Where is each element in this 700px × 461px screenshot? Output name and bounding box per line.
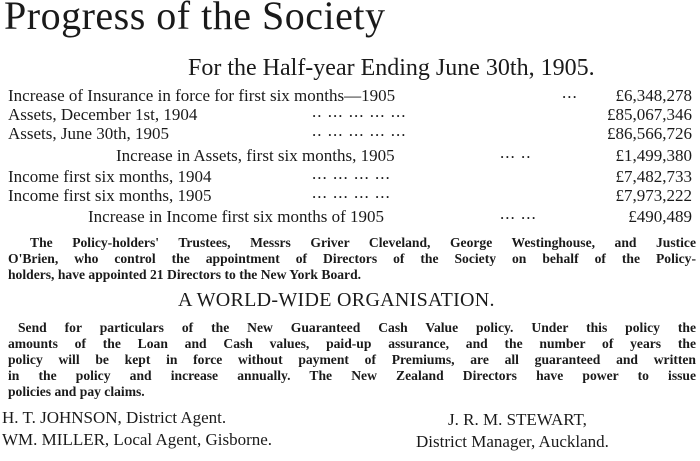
section-heading: A WORLD-WIDE ORGANISATION.	[178, 289, 495, 311]
row-label: Increase in Income first six months of 1905	[88, 207, 385, 226]
paragraph-line: The Policy-holders' Trustees, Messrs Griver Cleveland, George Westinghouse, and Justice	[30, 235, 696, 250]
manager-name: J. R. M. STEWART,	[448, 410, 587, 429]
row-label: Income first six months, 1904	[8, 167, 212, 186]
trustees-paragraph	[8, 235, 696, 283]
page-title: Progress of the Society	[4, 0, 386, 38]
row-dots: ...	[562, 83, 578, 102]
row-amount: £490,489	[628, 207, 692, 226]
paragraph-line: in the policy and increase annually. The New Zealand Directors have power to issue	[8, 368, 696, 383]
row-label: Income first six months, 1905	[8, 186, 212, 205]
policy-paragraph	[8, 320, 696, 400]
paragraph-line: Send for particulars of the New Guaranteed Cash Value policy. Under this policy the	[18, 320, 696, 335]
row-dots: .. ... ... ... ...	[312, 121, 407, 140]
paragraph-line: O'Brien, who control the appointment of Directors of the Society on behalf of the Policy-	[8, 251, 696, 266]
paragraph-line: policy will be kept in force without payment of Premiums, are all guaranteed and written	[8, 352, 696, 367]
row-dots: ... ...	[500, 204, 537, 223]
local-agent: WM. MILLER, Local Agent, Gisborne.	[2, 430, 273, 449]
paragraph-line: amounts of the Loan and Cash values, paid-up assurance, and the number of years the	[8, 336, 696, 351]
subtitle: For the Half-year Ending June 30th, 1905.	[188, 55, 595, 81]
row-label: Assets, December 1st, 1904	[8, 105, 198, 124]
district-agent: H. T. JOHNSON, District Agent.	[2, 408, 227, 427]
row-dots: ... ..	[500, 143, 532, 162]
row-label: Assets, June 30th, 1905	[8, 124, 170, 143]
table-row	[0, 185, 700, 207]
row-dots: ... ... ... ...	[312, 183, 391, 202]
paragraph-line: holders, have appointed 21 Directors to the New York Board.	[8, 267, 362, 282]
row-dots: ... ... ... ...	[312, 164, 391, 183]
row-amount: £6,348,278	[615, 86, 692, 105]
row-amount: £1,499,380	[615, 146, 692, 165]
row-amount: £7,973,222	[615, 186, 692, 205]
manager-title: District Manager, Auckland.	[416, 432, 609, 451]
table-row	[0, 206, 700, 228]
row-amount: £85,067,346	[607, 105, 692, 124]
row-label: Increase in Assets, first six months, 1905	[116, 146, 395, 165]
paragraph-line: policies and pay claims.	[8, 384, 145, 399]
row-amount: £7,482,733	[615, 167, 692, 186]
row-label: Increase of Insurance in force for first six months—1905	[8, 86, 396, 105]
row-dots: .. ... ... ... ...	[312, 102, 407, 121]
row-amount: £86,566,726	[607, 124, 692, 143]
table-row	[0, 123, 700, 145]
